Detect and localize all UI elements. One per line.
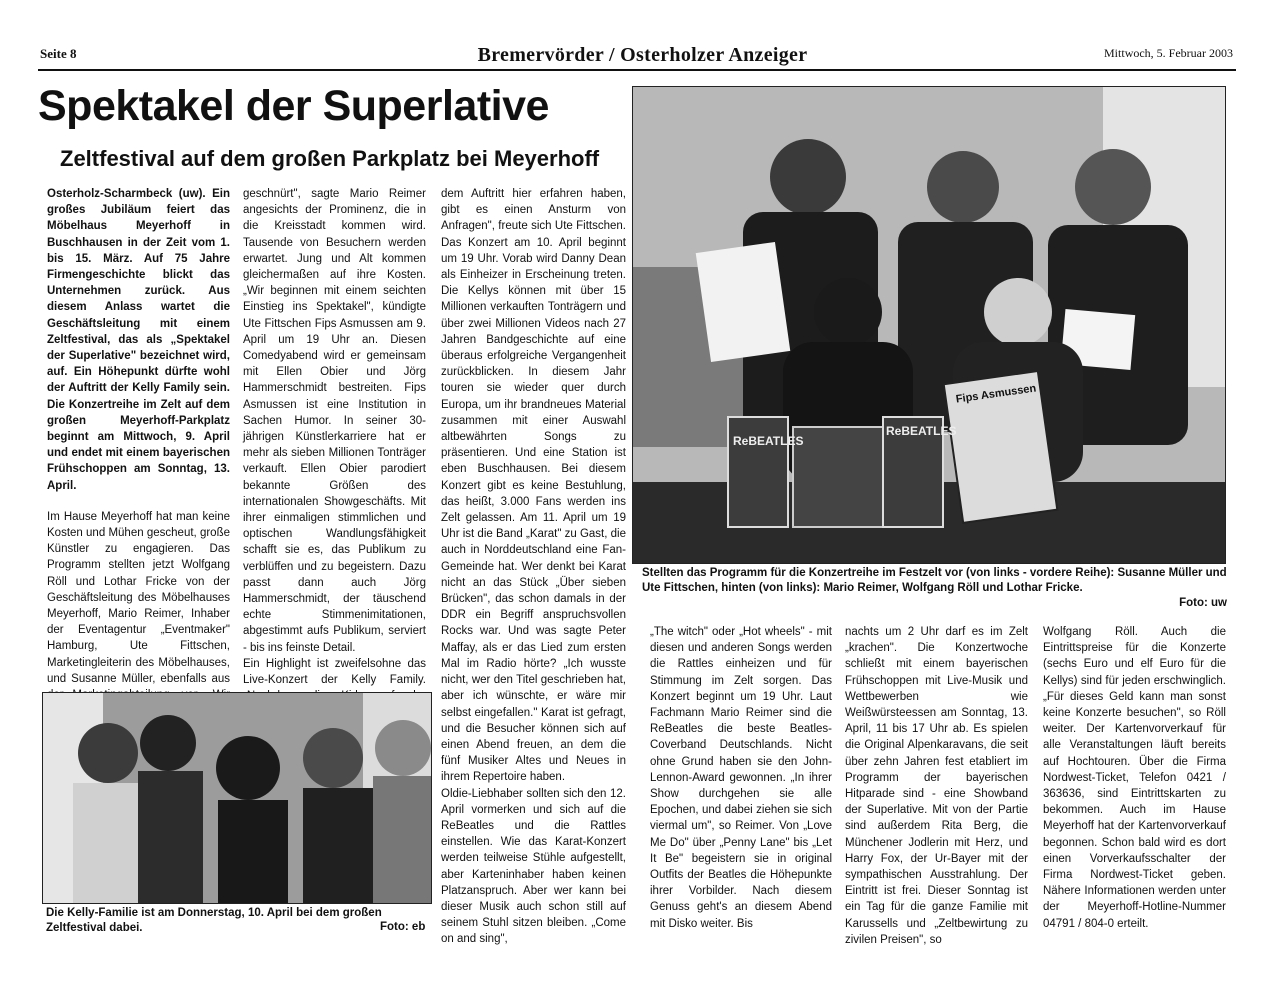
text-column-6 [1043, 624, 1226, 932]
text-column-4 [650, 624, 832, 932]
newspaper-title: Bremervörder / Osterholzer Anzeiger [477, 44, 808, 66]
article-lead: Osterholz-Scharmbeck (uw). Ein großes Jubiläum feiert das Möbelhaus Meyerhoff in Buschhausen in der Zeit vom 1. bis 15. März. Auf 75 Jahre Firmengeschichte blickt das Unternehmen zurück. Aus diesem Anlass wartet die Geschäftsleitung mit einem Zeltfestival, das als „Spektakel der Superlative" bezeichnet wird, auf. Ein Höhepunkt dürfte wohl der Auftritt der Kelly Family sein. Die Konzertreihe im Zelt auf dem großen Meyerhoff-Parkplatz beginnt am Mittwoch, 9. April und endet mit einem bayerischen Frühschoppen am Sonntag, 13. April. [47, 188, 230, 492]
article-paragraph: Ein Highlight ist zweifelsohne das Live-Konzert der Kelly Family. [243, 657, 426, 687]
poster-text-fips: Fips Asmussen [955, 382, 1037, 406]
article-paragraph: Wolfgang Röll. Auch die Eintrittspreise für die Konzerte (sechs Euro und elf Euro für die Kellys) sind für jeden erschwinglich. „Für dieses Geld kann man sonst keine Konzerte besuchen", so Röll weiter. Der Kartenvorverkauf für alle Veranstaltungen läuft bereits auf Hochtouren. Über die Firma Nordwest-Ticket, Telefon 0421 / 363636, sind Eintrittskarten zu bekommen. Auch im Hause Meyerhoff hat der Kartenvorverkauf begonnen. Schon bald wird es dort einen Vorverkaufsschalter der Firma Nordwest-Ticket geben. Nähere Informationen werden unter der Meyerhoff-Hotline-Nummer 04791 / 804-0 erteilt. [1043, 626, 1226, 930]
page-number: Seite 8 [40, 46, 77, 61]
kelly-family-illustration [43, 693, 432, 904]
article-headline: Spektakel der Superlative [38, 82, 549, 130]
group-photo-caption: Stellten das Programm für die Konzertreihe im Festzelt vor (von links - vordere Reihe): Susanne Müller und Ute Fittschen, hinten (von links): Mario Reimer, Wolfgang Röll und Lothar Fricke. [642, 567, 1227, 594]
article-paragraph: Im Hause Meyerhoff hat man keine Kosten und Mühen gescheut, große Künstler zu engagieren. Das Programm stellten jetzt Wolfgang Röll und Lothar Fricke von der Geschäftsleitung des Möbelhauses Meyerhoff, Mario Reimer, Inhaber der Eventagentur „Eventmaker" Hamburg, Ute Fittschen, Marketingleiterin des Möbelhauses, und Susanne Müller, ebenfalls aus [47, 510, 230, 685]
article-paragraph: geschnürt", sagte Mario Reimer angesichts der Prominenz, die in die Kreisstadt kommen wird. Tausende von Besuchern werden erwartet. Jung und Alt kommen gleichermaßen auf ihre Kosten. „Wir beginnen mit einem seichten Einstieg ins Spektakel", kündigte Ute Fittschen Fips Asmussen am 9. April um 19 Uhr an. Diesen Comedyabend wird er gemeinsam mit Ellen Obier und Jörg Hammerschmidt bestreiten. Fips Asmussen ist eine Institution in Sachen Humor. In seiner 30-jährigen Künstlerkarriere hat er mehr als sieben Millionen Tonträger verkauft. Ellen Obier parodiert bekannte Größen des internationalen Showgeschäfts. Mit ihrer einmaligen stimmlichen und optischen Wandlungsfähigkeit schafft sie es, das Publikum zu verblüffen und zu begeistern. Dazu passt dann auch Jörg Hammerschmidt, der täuschend echte Stimmenimitationen, abgestimmt aufs Publikum, serviert - bis ins feinste Detail. [243, 188, 426, 654]
text-column-3 [441, 186, 626, 948]
header-divider [38, 69, 1236, 71]
group-photo [632, 86, 1226, 564]
text-column-2 [243, 186, 426, 721]
group-photo-illustration [633, 87, 1226, 564]
poster-text-rebeatles-2: ReBEATLES [886, 424, 957, 438]
text-column-5 [845, 624, 1028, 948]
issue-date: Mittwoch, 5. Februar 2003 [1104, 46, 1233, 60]
article-subheadline: Zeltfestival auf dem großen Parkplatz bei Meyerhoff [60, 146, 600, 171]
article-paragraph: Oldie-Liebhaber sollten sich den 12. April vormerken und sich auf die ReBeatles und die Rattles einstellen. Wie das Karat-Konzert werden teilweise Stühle aufgestellt, aber Karteninhaber haben keinen Platzanspruch. Aber wer kann bei dieser Musik auch schon still auf seinem Stuhl sitzen bleiben. „Come on and sing", [441, 787, 626, 946]
poster-text-rebeatles: ReBEATLES [733, 434, 804, 448]
text-column-1 [47, 186, 230, 720]
article-paragraph: dem Auftritt hier erfahren haben, gibt es einen Ansturm von Anfragen", freute sich Ute Fittschen. Das Konzert am 10. April beginnt um 19 Uhr. Vorab wird Danny Dean als Einheizer in Erscheinung treten. Die Kellys können mit über 15 Millionen verkauften Tonträgern und über zwei Millionen Videos nach 27 Jahren Bandgeschichte auf eine überaus erfolgreiche Vergangenheit zurückblicken. In diesem Jahr touren sie wieder quer durch Europa, um ihr brandneues Material zusammen mit einer Auswahl altbewährten Songs zu präsentieren. Und eine Station ist eben Buschhausen. Bei diesem Konzert gibt es keine Bestuhlung, das heißt, 3.000 Fans werden ins Zelt gelassen. Am 11. April um 19 Uhr ist die Band „Karat" zu Gast, die auch in Norddeutschland eine Fan-Gemeinde hat. Wer denkt bei Karat nicht an das Stück „Über sieben Brücken", das schon damals in der DDR ein Begriff anspruchsvollen Rocks war. Und was sagte Peter Maffay, als er das Lied zum ersten Mal im Radio hörte? „Ich wusste nicht, wer den Titel geschrieben hat, aber ich wünschte, er wäre mir selbst eingefallen." Karat ist gefragt, und die Besucher können sich auf einen Abend freuen, an dem die fünf Musiker Altes und Neues in ihrem Repertoire haben. [441, 188, 626, 784]
article-paragraph: nachts um 2 Uhr darf es im Zelt „krachen". Die Konzertwoche schließt mit einem bayerischen Frühschoppen mit Live-Musik und Wettbewerben wie Weißwürsteessen am Sonntag, 13. April, 11 bis 17 Uhr ab. Es spielen die Original Alpenkaravans, die seit über zehn Jahren fest etabliert im Programm der bayerischen Hitparade sind - eine Showband der Superlative. Mit von der Partie sind außerdem Rita Berg, die Münchener Jodlerin mit Herz, und Harry Fox, der Ur-Bayer mit der sympathischen Ausstrahlung. Der Eintritt ist frei. Dieser Sonntag ist ein Tag für die ganze Familie mit Karussells und „Zeltbewirtung zu zivilen Preisen", so [845, 626, 1028, 946]
kelly-photo-caption: Die Kelly-Familie ist am Donnerstag, 10. April bei dem großen Zeltfestival dabei. [46, 907, 382, 934]
kelly-family-photo [42, 692, 432, 904]
kelly-photo-credit: Foto: eb [380, 921, 426, 933]
article-paragraph: „The witch" oder „Hot wheels" - mit diesen und anderen Songs werden die Rattles einheizen und für Stimmung im Zelt sorgen. Das Konzert beginnt um 19 Uhr. Laut Fachmann Mario Reimer sind die ReBeatles die beste Beatles-Coverband Deutschlands. Nicht ohne Grund haben sie den John-Lennon-Award gewonnen. „In ihrer Show durchgehen sie alle Epochen, und dabei ziehen sie sich viermal um", so Reimer. Von „Love Me Do" über „Penny Lane" bis „Let It Be" begeistern sie in original Outfits der Beatles die Höhepunkte ihrer Vorbilder. Nach diesem Genuss geht's an diesem Abend mit Disko weiter. Bis [650, 626, 832, 930]
group-photo-credit: Foto: uw [1179, 597, 1227, 609]
